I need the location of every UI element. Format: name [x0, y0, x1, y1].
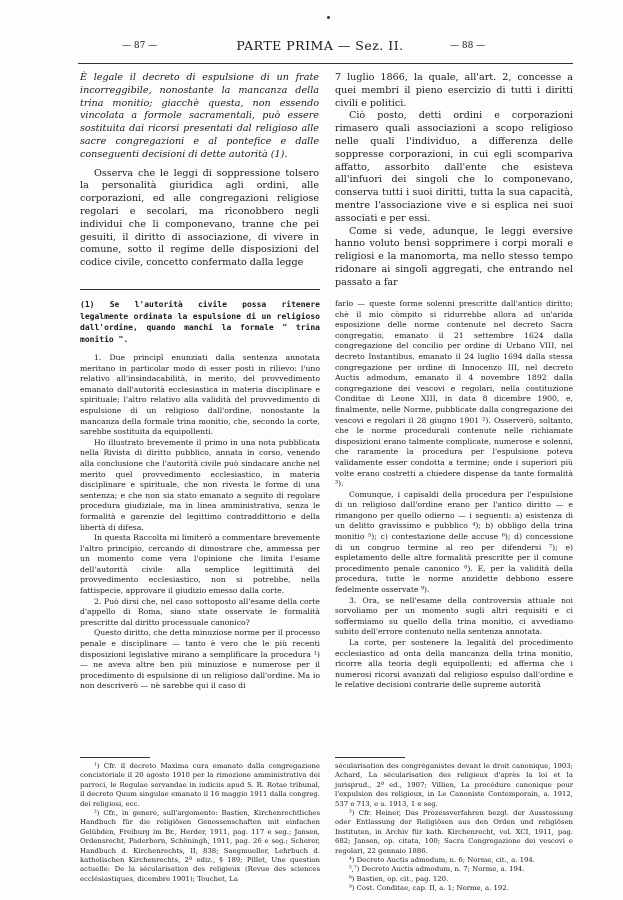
left-column-note [80, 299, 320, 692]
section-heading: (1) Se l'autorità civile possa ritenere legalmente ordinata la espulsione di un religioso dall'ordine, quando manchi la formale " trina monitio ". [80, 300, 320, 344]
right-paragraph-3: Come si vede, adunque, le leggi eversive hanno voluto bensì sopprimere i corpi morali e religiosi e la manomorta, ma nello stesso tempo ridonare ai singoli aggregati, che entrando nel passato a far [335, 225, 573, 288]
footnote-rule-left [80, 757, 150, 758]
footnote-5-7: ⁵,⁷) Decreto Auctis admodum, n. 7; Norme, a. 194. [349, 865, 525, 874]
note-paragraph-2: Ho illustrato brevemente il primo in una nota pubblicata nella Rivista di diritto pubblico, annata in corso, venendo alla conclusione che l'autorità civile può sindacare anche nel merito quel provvedimento ecclesiastico, in materia disciplinare e spirituale, che non rivesta le forme di una sentenza; e che non sia stato emanato a seguito di regolare procedura giudiziale, ma in linea amministrativa, senza le formalità e garenzie del legittimo contraddittorio e della libertà di difesa. [80, 437, 320, 532]
footnote-3: ³) Cfr. Heiner, Das Prozessverfahren bezgl. der Ausstossung oder Entlassung der Religiösen aus den Orden und religiösen Instituten, in Archiv für kath. Kirchenrecht, vol. XCI, 1911, pag. 682; Jansen, op. citata, 100; Sacra Congregazione dei vescovi e regolari, 22 gennaio 1886. [335, 809, 573, 855]
footnote-rule-right [335, 757, 405, 758]
printer-mark [327, 16, 330, 19]
note-paragraph-6: farlo — queste forme solenni prescritte dall'antico diritto; chè il mio còmpito si ridurrebbe allora ad un'arida esposizione delle norme contenute nel decreto Sacra congregatio, emanato il 21 settembre 1624 dalla congregazione del concilio per ordine di Urbano VIII, nel decreto Instantibus, emanato il 24 luglio 1694 dalla stessa congregazione per ordine di Innocenzo III, nel decreto Auctis admodum, emanato il 4 novembre 1892 dalla congregazione dei vescovi e regolari, nella costituzione Conditae di Leone XIII, in data 8 dicembre 1900, e, finalmente, nelle Norme, pubblicate dalla congregazione dei vescovi e regolari il 28 giugno 1901 ²). Osserverò, soltanto, che le norme procedurali contenute nelle richiamate disposizioni erano talmente complicate, numerose e solenni, che raramente la procedura per l'espulsione poteva validamente esser condotta a termine; onde i superiori più volte erano costretti a chiedere dispense da tante formalità ³). [335, 299, 573, 489]
page-number-right: — 88 — [450, 41, 486, 51]
footnote-2: ²) Cfr., in genere, sull'argomento: Bastien, Kirchenrechtliches Handbuch für die religiösen Genossenschaften mit einfachen Gelübden, Freiburg im Br., Herder, 1911, pag. 117 e seg.; Jansen, Ordensrecht, Paderborn, Schöningh, 1911, pag. 26 e seg.; Scherer, Handbuch d. Kirchenrechts, II, 838; Saegmueller, Lehrbuch d. katholischen Kirchenrechts, 2ª ediz., § 189; Pillet, Une question actuelle: De la sécularisation des religieux (Revue des sciences ecclésiastiques, dicembre 1901); Touchet, La [80, 809, 320, 883]
note-paragraph-8: 3. Ora, se nell'esame della controversia attuale noi sorvoliamo per un momento sugli altri requisiti e ci soffermiamo su quello della trina monitio, ci avvediamo subito dell'errore contenuto nella sentenza annotata. [335, 595, 573, 637]
left-paragraph: Osserva che le leggi di soppressione tolsero la personalità giuridica agli ordini, alle corporazioni, ed alle congregazioni religiose regolari e secolari, ma riconobbero negli individui che li componevano, tranne che pei gesuiti, il diritto di associazione, di vivere in comune, sotto il regime delle disposizioni del codice civile, concetto confermato dalla legge [80, 167, 319, 269]
note-paragraph-1: 1. Due principî enunziati dalla sentenza annotata meritano in particolar modo di esser posti in rilievo: l'uno relativo all'insindacabilità, in merito, del provvedimento emanato dall'autorità ecclesiastica in materia disciplinare e spirituale; l'altro relativo alla validità del provvedimento di espulsione di un religioso dall'ordine, nonostante la mancanza della formale trina monitio, che, secondo la corte, sarebbe sostituita da equipollenti. [80, 353, 320, 437]
footnote-2-continued: sécularisation des congréganistes devant le droit canonique, 1903; Achard, La sécularisation des religieux d'après la loi et la jurisprud., 2ª ed., 1907; Villien, La procédure canonique pour l'expulsion des religieux, in Le Canoniste Contemporain, a. 1912, 537 e 713, e a. 1913, 1 e seg. [335, 762, 573, 808]
footnote-4: ⁴) Decreto Auctis admodum, n. 6; Norme, cit., a. 194. [349, 856, 535, 865]
page-header [60, 38, 580, 60]
note-paragraph-3: In questa Raccolta mi limiterò a commentare brevemente l'altro principio, cercando di dimostrare che, ammessa per un momento come vera l'opinione che limita l'esame dell'autorità civile alla semplice legittimità del provvedimento ecclesiastico, non si potrebbe, nella fattispecie, approvare il giudizio emesso dalla corte. [80, 533, 320, 596]
footnotes-left [80, 762, 320, 884]
footnote-9: ⁹) Cost. Conditae, cap. II, a. 1; Norme, a. 192. [349, 884, 509, 893]
note-paragraph-4: 2. Può dirsi che, nel caso sottoposto all'esame della corte d'appello di Roma, siano state osservate le formalità prescritte dal diritto processuale canonico? [80, 596, 320, 627]
right-paragraph-2: Ciò posto, detti ordini e corporazioni rimasero quali associazioni a scopo religioso nelle quali l'individuo, a differenza delle soppresse corporazioni, in cui egli scompariva affatto, assorbito dall'ente che esisteva all'infuori dei singoli che lo componevano, conserva tutti i suoi diritti, tutta la sua capacità, mentre l'associazione vive e si esplica nei suoi associati e per essi. [335, 110, 573, 224]
footnote-1: ¹) Cfr. il decreto Maxima cura emanato dalla congregazione concistoriale il 20 agosto 1910 per la rimozione amministrativa dei parroci, le Regulae servandae in iudiciis apud S. R. Rotae tribunal, il decreto Quum singulae emanato il 16 maggio 1911 dalla congreg. dei religiosi, ecc. [80, 762, 320, 808]
footnote-8: ⁸) Bastien, op. cit., pag. 120. [349, 874, 449, 883]
header-rule [78, 63, 573, 64]
headnote-italic: È legale il decreto di espulsione di un frate incorreggibile, nonostante la mancanza della trina monitio; giacchè questa, non essendo vincolata a formole sacramentali, può essere sostituita dai ricorsi presentati dal religioso alle sacre congregazioni e al pontefice e dalle conseguenti decisioni di dette autorità (1). [80, 72, 319, 160]
note-paragraph-7: Comunque, i capisaldi della procedura per l'espulsione di un religioso dall'ordine erano per l'antico diritto — e rimangono per quello odierno — i seguenti: a) esistenza di un delitto gravissimo e pubblico ⁴); b) obbligo della trina monitio ⁵); c) contestazione delle accuse ⁶); d) concessione di un congruo termine al reo per difendersi ⁷); e) espletamento delle altre formalità prescritte per il comune procedimento penale canonico ⁸). E, per la validità della procedura, tutte le norme anzidette debbono essere fedelmente osservate ⁹). [335, 489, 573, 595]
right-column-note [335, 299, 573, 691]
top-section-rule [80, 289, 320, 290]
note-paragraph-9: La corte, per sostenere la legalità del procedimento ecclesiastico ad onta della mancanza della trina monitio, ricorre alla teoria degli equipollenti; ed afferma che i numerosi ricorsi avanzati dal religioso espulso dall'ordine e le relative decisioni contrarie delle supreme autorità [335, 638, 573, 690]
right-paragraph-1: 7 luglio 1866, la quale, all'art. 2, concesse a quei membri il pieno esercizio di tutti i diritti civili e politici. [335, 72, 573, 109]
note-paragraph-5: Questo diritto, che detta minuziose norme per il processo penale e disciplinare — tanto è vero che le più recenti disposizioni legislative mirano a semplificare la procedura ¹) — ne aveva altre ben più minuziose e numerose per il procedimento di espulsione di un religioso dall'ordine. Ma io non descriverò — nè sarebbe qui il caso di [80, 628, 320, 691]
running-title: PARTE PRIMA — Sez. II. [236, 38, 404, 53]
page-number-left: — 87 — [122, 41, 158, 51]
right-column-top [335, 72, 573, 290]
left-column-top [80, 72, 319, 270]
footnotes-right [335, 762, 573, 894]
